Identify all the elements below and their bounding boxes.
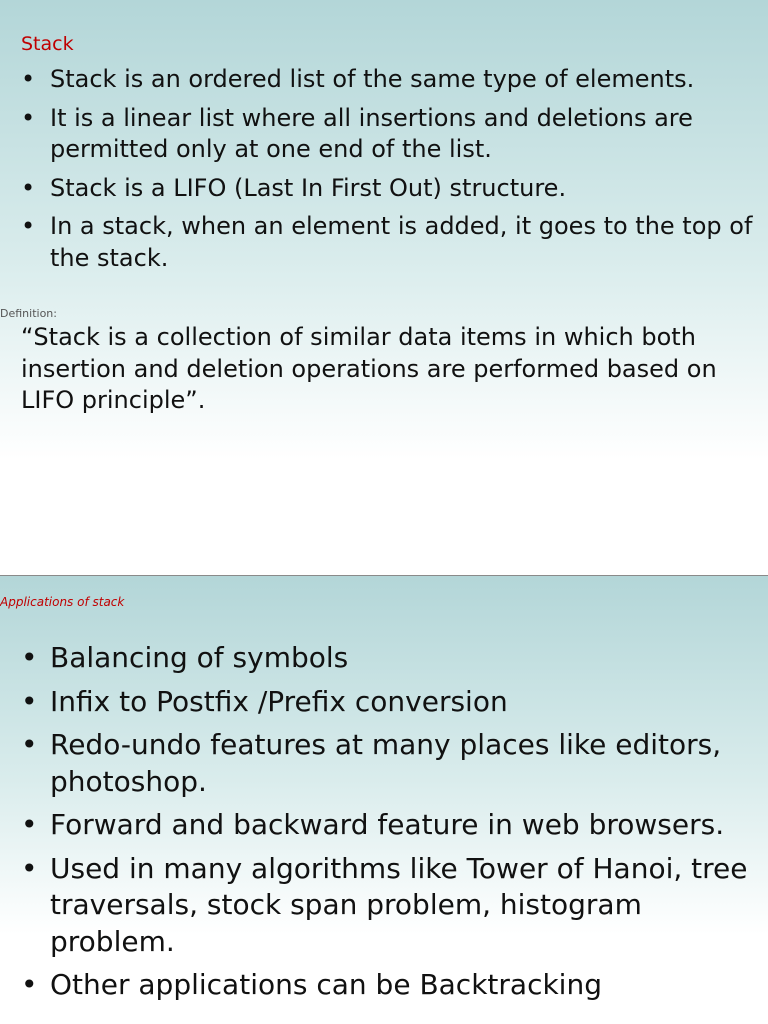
list-item <box>21 807 756 844</box>
list-item <box>21 173 756 205</box>
list-item <box>21 967 756 1004</box>
bullet-text: Other applications can be Backtracking <box>50 968 602 1001</box>
bullet-marker: • <box>21 808 38 841</box>
bullet-text: Stack is an ordered list of the same type of elements. <box>50 65 695 93</box>
definition-label: Definition: <box>0 307 57 320</box>
bullet-marker: • <box>21 173 36 202</box>
bullet-marker: • <box>21 641 38 674</box>
list-item <box>21 211 756 274</box>
bullet-marker: • <box>21 65 36 93</box>
bullet-marker: • <box>21 103 36 132</box>
bullet-marker: • <box>21 851 38 885</box>
bullet-text: Redo-undo features at many places like editors, photoshop. <box>50 728 722 798</box>
list-item <box>21 640 756 677</box>
bullet-text: In a stack, when an element is added, it goes to the top of the stack. <box>50 212 753 272</box>
bullet-list <box>21 640 756 1011</box>
list-item <box>21 64 756 96</box>
bullet-text: Used in many algorithms like Tower of Hanoi, tree traversals, stock span problem, histogram problem. <box>50 851 748 958</box>
definition-text: “Stack is a collection of similar data items in which both insertion and deletion operations are performed based on LIFO principle”. <box>21 323 717 414</box>
bullet-text: Stack is a LIFO (Last In First Out) structure. <box>50 173 567 202</box>
bullet-text: Balancing of symbols <box>50 641 349 674</box>
slide-title: Stack <box>21 33 74 55</box>
bullet-marker: • <box>21 684 38 718</box>
list-item <box>21 727 756 800</box>
bullet-text: Forward and backward feature in web browsers. <box>50 808 725 841</box>
bullet-marker: • <box>21 728 38 761</box>
bullet-list <box>21 64 756 281</box>
slide-applications <box>0 576 768 1024</box>
slide-title: Applications of stack <box>0 595 125 609</box>
bullet-text: Infix to Postfix /Prefix conversion <box>50 684 508 718</box>
list-item <box>21 684 756 721</box>
bullet-marker: • <box>21 968 38 1001</box>
list-item <box>21 103 756 166</box>
bullet-marker: • <box>21 212 36 240</box>
bullet-text: It is a linear list where all insertions and deletions are permitted only at one end of the list. <box>50 103 693 163</box>
list-item <box>21 851 756 961</box>
